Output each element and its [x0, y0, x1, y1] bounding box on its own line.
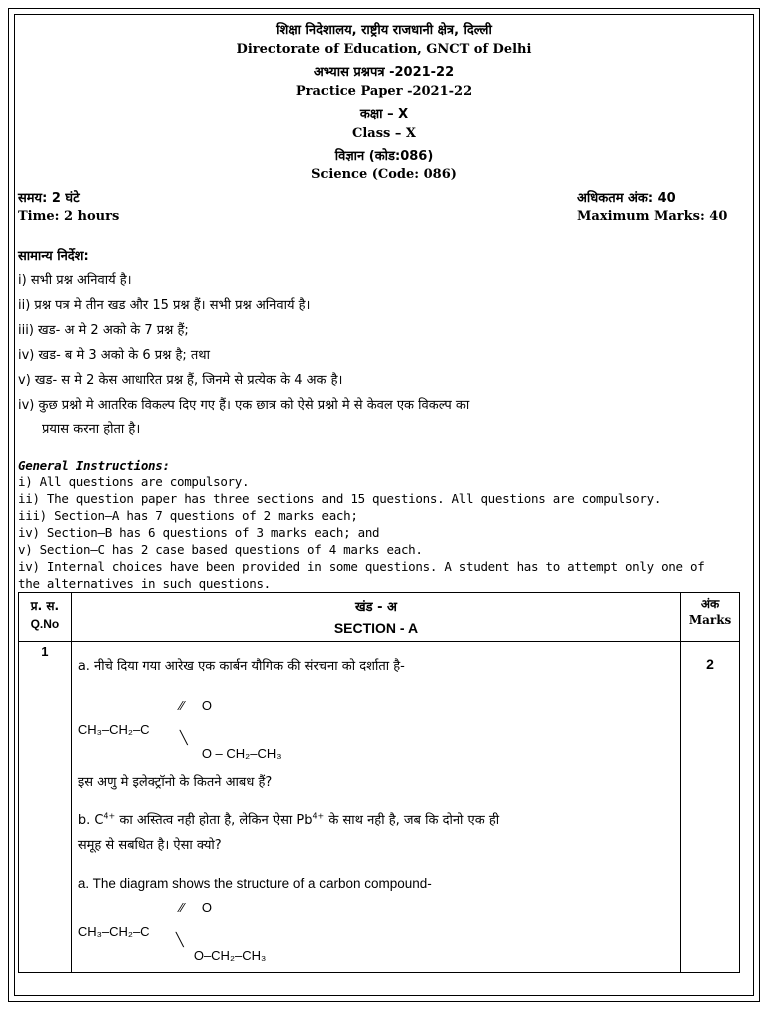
header-practice-paper: Practice Paper -2021-22 — [295, 84, 473, 99]
header-class: Class – X — [352, 126, 416, 141]
hindi-instruction-item: iv) कुछ प्रश्नो मे आतरिक विकल्प दिए गए हैं। एक छात्र को ऐसे प्रश्नो मे से केवल एक विकल्प का — [18, 398, 470, 413]
hindi-instruction-item: प्रयास करना होता है। — [42, 422, 141, 437]
general-instruction-item: iii) Section–A has 7 questions of 2 marks each; — [18, 508, 358, 523]
question-a-hindi-prompt: इस अणु मे इलेक्ट्रॉनो के कितने आबध हैं? — [77, 775, 273, 790]
marks-header-hindi: अंक — [700, 597, 720, 611]
hindi-instruction-item: ii) प्रश्न पत्र मे तीन खड और 15 प्रश्न हैं। सभी प्रश्न अनिवार्य है। — [18, 298, 311, 313]
marks-header-cell — [681, 593, 740, 642]
header-directorate: Directorate of Education, GNCT of Delhi — [236, 42, 532, 57]
question-b-hindi-line2: समूह से सबधित है। ऐसा क्यो? — [77, 838, 222, 853]
question-table — [18, 592, 740, 973]
double-bond-icon: ⁄⁄ — [179, 698, 185, 713]
hindi-instruction-item: iii) खड- अ मे 2 अको के 7 प्रश्न हैं; — [18, 323, 189, 338]
question-a-english: a. The diagram shows the structure of a carbon compound- — [77, 876, 432, 891]
time-hindi: समय: 2 घंटे — [18, 191, 80, 206]
question-a-hindi: a. नीचे दिया गया आरेख एक कार्बन यौगिक की संरचना को दर्शाता है- — [77, 659, 405, 674]
marks-header-english: Marks — [688, 613, 732, 627]
header-hindi-class: कक्षा – X — [359, 107, 409, 122]
general-instructions-title: General Instructions: — [18, 458, 170, 473]
general-instruction-item: iv) Internal choices have been provided in some questions. A student has to attempt only one of — [18, 559, 705, 574]
header-hindi-subject: विज्ञान (कोड:086) — [334, 149, 434, 164]
hindi-instruction-item: i) सभी प्रश्न अनिवार्य है। — [18, 273, 132, 288]
marks-english: Maximum Marks: 40 — [577, 209, 728, 224]
header-hindi-line1: शिक्षा निदेशालय, राष्ट्रीय राजधानी क्षेत्र, दिल्ली — [276, 23, 492, 38]
charge-sup-1: 4+ — [103, 811, 116, 821]
marks-cell — [681, 642, 740, 973]
chem-main-2: CH₃–CH₂–C — [77, 924, 150, 939]
chem-oxygen-2: O — [201, 900, 212, 915]
section-header-hindi: खंड - अ — [354, 600, 397, 615]
qno-header-hindi: प्र. स. — [30, 599, 60, 613]
single-bond-icon: ╲ — [175, 932, 184, 947]
chem-oxygen-1: O — [201, 698, 212, 713]
general-instruction-item: v) Section–C has 2 case based questions of 4 marks each. — [18, 542, 423, 557]
question-number-cell — [19, 642, 72, 973]
general-instruction-item: i) All questions are compulsory. — [18, 474, 250, 489]
question-number: 1 — [41, 644, 49, 659]
header-hindi-line3: अभ्यास प्रश्नपत्र -2021-22 — [313, 65, 455, 80]
table-header-row — [19, 593, 740, 642]
chem-main-1: CH₃–CH₂–C — [77, 722, 150, 737]
charge-sup-2: 4+ — [312, 811, 325, 821]
marks-hindi: अधिकतम अंक: 40 — [577, 191, 676, 206]
general-instruction-item: the alternatives in such questions. — [18, 576, 271, 591]
question-b-part3: के साथ नही है, जब कि दोनो एक ही — [324, 813, 500, 828]
qno-header-cell — [19, 593, 72, 642]
chem-ester-2: O–CH₂–CH₃ — [193, 948, 267, 963]
question-b-hindi-line1 — [78, 810, 499, 828]
chem-ester-1: O – CH₂–CH₃ — [201, 746, 282, 761]
question-body-cell — [71, 642, 680, 973]
section-header-english: SECTION - A — [333, 620, 419, 636]
general-instruction-item: iv) Section–B has 6 questions of 3 marks each; and — [18, 525, 380, 540]
hindi-instruction-item: v) खड- स मे 2 केस आधारित प्रश्न हैं, जिनमे से प्रत्येक के 4 अक है। — [18, 373, 343, 388]
qno-header-english: Q.No — [30, 617, 60, 631]
double-bond-icon: ⁄⁄ — [179, 900, 185, 915]
question-b-part1: b. C — [77, 813, 104, 828]
general-instruction-item: ii) The question paper has three sections and 15 questions. All questions are compulsory. — [18, 491, 662, 506]
time-english: Time: 2 hours — [18, 209, 120, 224]
section-header-cell — [71, 593, 680, 642]
hindi-instruction-item: iv) खड- ब मे 3 अको के 6 प्रश्न है; तथा — [18, 348, 210, 363]
question-b-part2: का अस्तित्व नही होता है, लेकिन ऐसा Pb — [115, 813, 313, 828]
question-row — [19, 642, 740, 973]
header-subject: Science (Code: 086) — [311, 167, 457, 182]
question-marks: 2 — [706, 656, 714, 672]
single-bond-icon: ╲ — [179, 730, 188, 745]
hindi-instructions-title: सामान्य निर्देश: — [18, 249, 89, 264]
